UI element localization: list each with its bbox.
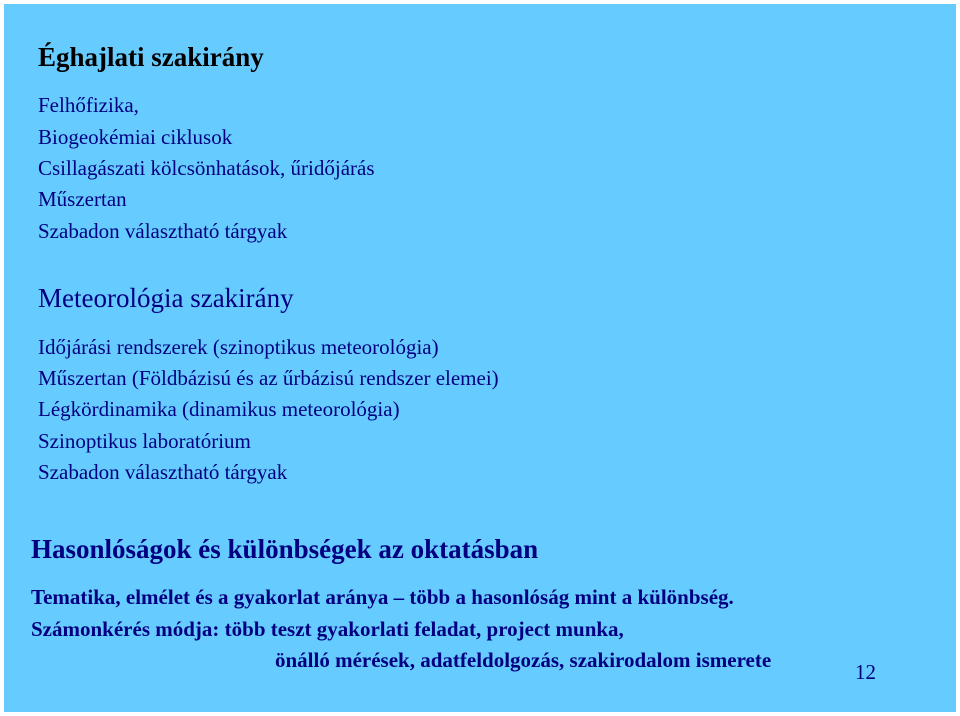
section2-item-5: Szabadon választható tárgyak (38, 460, 288, 484)
section1-heading: Éghajlati szakirány (38, 42, 264, 72)
section2-heading: Meteorológia szakirány (38, 283, 294, 313)
section1-item-3: Csillagászati kölcsönhatások, űridőjárás (38, 156, 375, 180)
section2-item-2: Műszertan (Földbázisú és az űrbázisú rendszer elemei) (38, 366, 499, 390)
section2-item-1: Időjárási rendszerek (szinoptikus meteorológia) (38, 335, 439, 359)
section1-item-5: Szabadon választható tárgyak (38, 219, 288, 243)
section2-item-4: Szinoptikus laboratórium (38, 429, 251, 453)
section3-line-2: Számonkérés módja: több teszt gyakorlati feladat, project munka, (31, 617, 624, 641)
section1-item-4: Műszertan (38, 187, 127, 211)
section1-item-1: Felhőfizika, (38, 93, 139, 117)
section3-line-3: önálló mérések, adatfeldolgozás, szakirodalom ismerete (275, 648, 772, 672)
section3-heading: Hasonlóságok és különbségek az oktatásban (31, 534, 539, 564)
section3-line-1: Tematika, elmélet és a gyakorlat aránya – több a hasonlóság mint a különbség. (31, 585, 734, 609)
section2-item-3: Légkördinamika (dinamikus meteorológia) (38, 397, 400, 421)
page-number: 12 (855, 660, 876, 684)
section1-item-2: Biogeokémiai ciklusok (38, 125, 233, 149)
